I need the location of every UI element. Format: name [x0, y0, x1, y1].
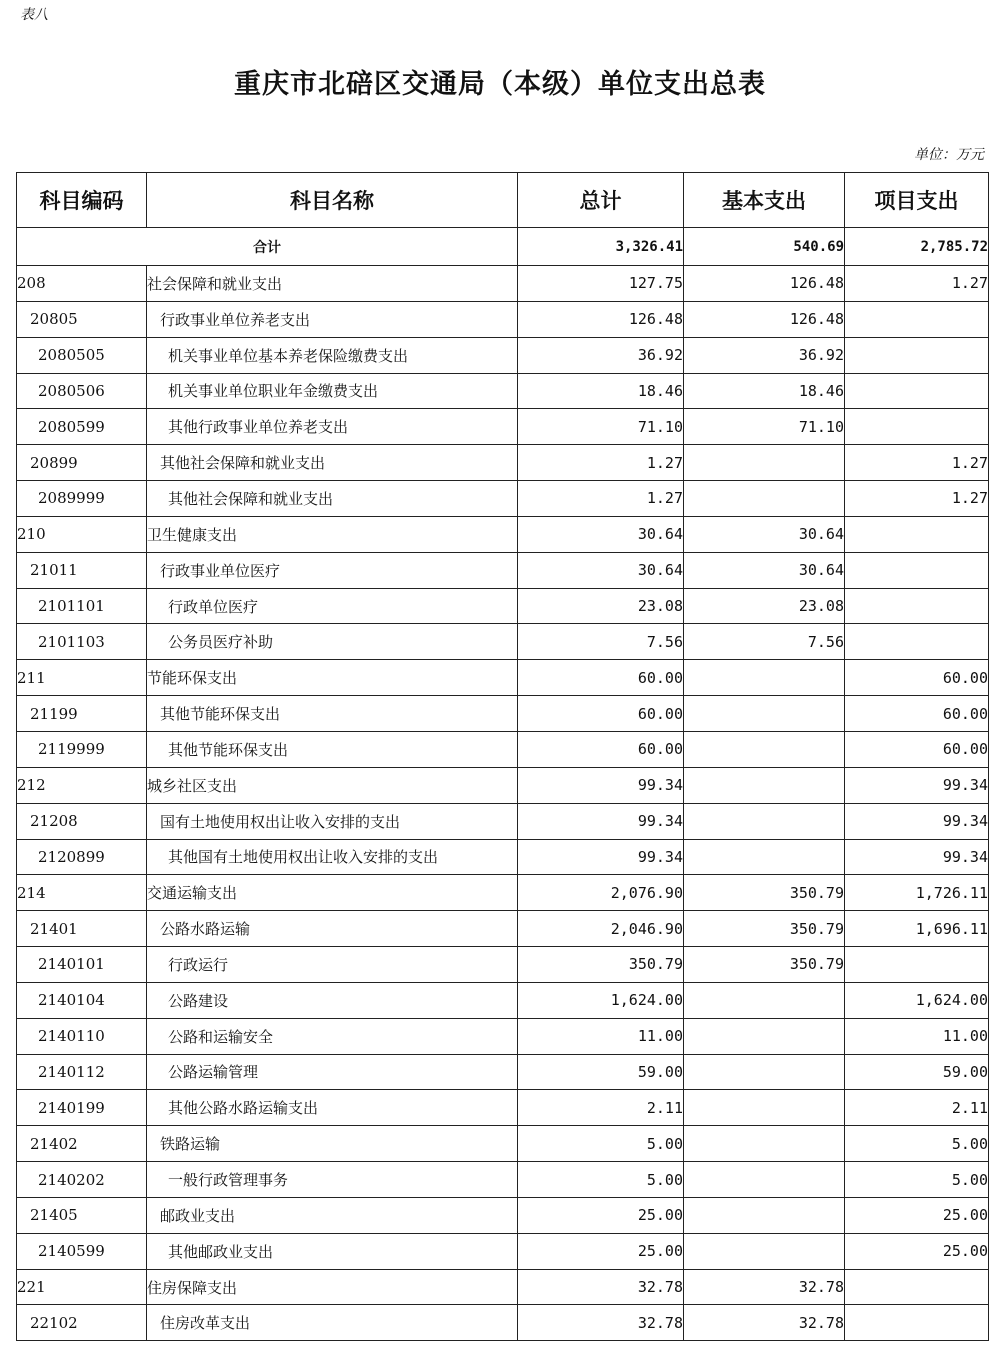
table-row — [17, 839, 989, 875]
total-label: 合计 — [17, 228, 518, 266]
project-cell — [845, 552, 989, 588]
name-cell: 其他节能环保支出 — [147, 731, 518, 767]
table-row — [17, 1269, 989, 1305]
basic-cell — [684, 696, 845, 732]
code-cell: 2089999 — [17, 481, 147, 517]
code-cell: 2140104 — [17, 982, 147, 1018]
code-cell: 2140112 — [17, 1054, 147, 1090]
code-cell: 2080599 — [17, 409, 147, 445]
basic-cell — [684, 1233, 845, 1269]
project-cell — [845, 409, 989, 445]
table-row — [17, 1162, 989, 1198]
project-cell: 60.00 — [845, 660, 989, 696]
basic-cell: 32.78 — [684, 1305, 845, 1341]
table-row — [17, 552, 989, 588]
project-cell: 99.34 — [845, 767, 989, 803]
table-row — [17, 696, 989, 732]
project-cell: 5.00 — [845, 1162, 989, 1198]
basic-cell: 71.10 — [684, 409, 845, 445]
project-cell — [845, 588, 989, 624]
table-row — [17, 803, 989, 839]
basic-cell — [684, 839, 845, 875]
table-row — [17, 516, 989, 552]
total-cell: 25.00 — [518, 1233, 684, 1269]
name-cell: 其他国有土地使用权出让收入安排的支出 — [147, 839, 518, 875]
basic-cell — [684, 731, 845, 767]
table-row — [17, 660, 989, 696]
project-cell: 2.11 — [845, 1090, 989, 1126]
total-cell: 36.92 — [518, 337, 684, 373]
basic-cell: 30.64 — [684, 516, 845, 552]
table-row — [17, 1090, 989, 1126]
name-cell: 节能环保支出 — [147, 660, 518, 696]
table-row — [17, 588, 989, 624]
table-row — [17, 947, 989, 983]
name-cell: 公路水路运输 — [147, 911, 518, 947]
total-cell: 99.34 — [518, 767, 684, 803]
project-cell: 1.27 — [845, 445, 989, 481]
total-cell: 1.27 — [518, 445, 684, 481]
code-cell: 21011 — [17, 552, 147, 588]
name-cell: 其他节能环保支出 — [147, 696, 518, 732]
code-cell: 21199 — [17, 696, 147, 732]
total-cell: 30.64 — [518, 516, 684, 552]
name-cell: 其他邮政业支出 — [147, 1233, 518, 1269]
table-row — [17, 373, 989, 409]
table-row — [17, 624, 989, 660]
project-cell: 1,624.00 — [845, 982, 989, 1018]
project-cell — [845, 373, 989, 409]
code-cell: 2101101 — [17, 588, 147, 624]
basic-cell — [684, 481, 845, 517]
code-cell: 21402 — [17, 1126, 147, 1162]
name-cell: 机关事业单位基本养老保险缴费支出 — [147, 337, 518, 373]
code-cell: 214 — [17, 875, 147, 911]
project-cell — [845, 1305, 989, 1341]
code-cell: 212 — [17, 767, 147, 803]
basic-cell — [684, 1126, 845, 1162]
header-code: 科目编码 — [17, 173, 147, 228]
header-basic: 基本支出 — [684, 173, 845, 228]
name-cell: 公路运输管理 — [147, 1054, 518, 1090]
project-cell — [845, 337, 989, 373]
name-cell: 行政单位医疗 — [147, 588, 518, 624]
basic-cell — [684, 660, 845, 696]
total-cell: 2,046.90 — [518, 911, 684, 947]
project-cell: 25.00 — [845, 1197, 989, 1233]
total-cell: 32.78 — [518, 1269, 684, 1305]
table-row — [17, 337, 989, 373]
code-cell: 21401 — [17, 911, 147, 947]
project-cell: 60.00 — [845, 731, 989, 767]
total-cell: 127.75 — [518, 266, 684, 302]
project-cell: 60.00 — [845, 696, 989, 732]
basic-cell: 7.56 — [684, 624, 845, 660]
table-row — [17, 481, 989, 517]
table-row — [17, 266, 989, 302]
header-project: 项目支出 — [845, 173, 989, 228]
name-cell: 行政事业单位养老支出 — [147, 301, 518, 337]
name-cell: 公路建设 — [147, 982, 518, 1018]
code-cell: 208 — [17, 266, 147, 302]
code-cell: 2120899 — [17, 839, 147, 875]
code-cell: 2119999 — [17, 731, 147, 767]
code-cell: 2101103 — [17, 624, 147, 660]
code-cell: 20805 — [17, 301, 147, 337]
name-cell: 城乡社区支出 — [147, 767, 518, 803]
total-cell: 60.00 — [518, 731, 684, 767]
name-cell: 住房改革支出 — [147, 1305, 518, 1341]
total-cell: 59.00 — [518, 1054, 684, 1090]
basic-cell: 30.64 — [684, 552, 845, 588]
total-cell: 1.27 — [518, 481, 684, 517]
code-cell: 210 — [17, 516, 147, 552]
code-cell: 2140110 — [17, 1018, 147, 1054]
header-total: 总计 — [518, 173, 684, 228]
basic-cell: 350.79 — [684, 911, 845, 947]
basic-cell — [684, 1054, 845, 1090]
basic-cell: 18.46 — [684, 373, 845, 409]
table-number-label: 表八 — [20, 7, 48, 23]
basic-cell — [684, 982, 845, 1018]
name-cell: 机关事业单位职业年金缴费支出 — [147, 373, 518, 409]
expenditure-table — [16, 172, 989, 1341]
code-cell: 2140202 — [17, 1162, 147, 1198]
basic-cell — [684, 445, 845, 481]
project-cell: 99.34 — [845, 839, 989, 875]
name-cell: 住房保障支出 — [147, 1269, 518, 1305]
total-cell: 32.78 — [518, 1305, 684, 1341]
project-cell: 25.00 — [845, 1233, 989, 1269]
total-cell: 23.08 — [518, 588, 684, 624]
table-row — [17, 445, 989, 481]
table-row — [17, 982, 989, 1018]
code-cell: 221 — [17, 1269, 147, 1305]
basic-cell: 350.79 — [684, 875, 845, 911]
code-cell: 21208 — [17, 803, 147, 839]
total-cell: 350.79 — [518, 947, 684, 983]
total-row — [17, 228, 989, 266]
name-cell: 其他行政事业单位养老支出 — [147, 409, 518, 445]
project-cell: 99.34 — [845, 803, 989, 839]
code-cell: 2140101 — [17, 947, 147, 983]
total-cell: 71.10 — [518, 409, 684, 445]
name-cell: 一般行政管理事务 — [147, 1162, 518, 1198]
table-row — [17, 767, 989, 803]
total-cell: 2,076.90 — [518, 875, 684, 911]
name-cell: 行政事业单位医疗 — [147, 552, 518, 588]
table-row — [17, 1233, 989, 1269]
total-cell: 60.00 — [518, 660, 684, 696]
basic-cell — [684, 1197, 845, 1233]
basic-cell: 126.48 — [684, 266, 845, 302]
name-cell: 行政运行 — [147, 947, 518, 983]
name-cell: 其他社会保障和就业支出 — [147, 481, 518, 517]
project-cell: 11.00 — [845, 1018, 989, 1054]
project-cell — [845, 516, 989, 552]
name-cell: 公路和运输安全 — [147, 1018, 518, 1054]
basic-cell: 126.48 — [684, 301, 845, 337]
basic-cell — [684, 1090, 845, 1126]
total-basic: 540.69 — [684, 228, 845, 266]
basic-cell: 350.79 — [684, 947, 845, 983]
total-cell: 99.34 — [518, 839, 684, 875]
project-cell — [845, 301, 989, 337]
table-row — [17, 1197, 989, 1233]
name-cell: 公务员医疗补助 — [147, 624, 518, 660]
basic-cell: 32.78 — [684, 1269, 845, 1305]
total-cell: 30.64 — [518, 552, 684, 588]
table-row — [17, 875, 989, 911]
project-cell — [845, 947, 989, 983]
name-cell: 社会保障和就业支出 — [147, 266, 518, 302]
project-cell: 1,726.11 — [845, 875, 989, 911]
name-cell: 交通运输支出 — [147, 875, 518, 911]
total-cell: 25.00 — [518, 1197, 684, 1233]
name-cell: 铁路运输 — [147, 1126, 518, 1162]
name-cell: 邮政业支出 — [147, 1197, 518, 1233]
table-row — [17, 409, 989, 445]
project-cell: 5.00 — [845, 1126, 989, 1162]
table-row — [17, 301, 989, 337]
total-cell: 5.00 — [518, 1162, 684, 1198]
total-sum: 3,326.41 — [518, 228, 684, 266]
basic-cell — [684, 1018, 845, 1054]
table-row — [17, 911, 989, 947]
name-cell: 其他公路水路运输支出 — [147, 1090, 518, 1126]
table-row — [17, 731, 989, 767]
project-cell: 1.27 — [845, 481, 989, 517]
code-cell: 2080505 — [17, 337, 147, 373]
table-row — [17, 1018, 989, 1054]
header-row — [17, 173, 989, 228]
project-cell: 1.27 — [845, 266, 989, 302]
header-name: 科目名称 — [147, 173, 518, 228]
total-cell: 11.00 — [518, 1018, 684, 1054]
basic-cell: 23.08 — [684, 588, 845, 624]
code-cell: 2080506 — [17, 373, 147, 409]
total-project: 2,785.72 — [845, 228, 989, 266]
page-title: 重庆市北碚区交通局（本级）单位支出总表 — [234, 69, 766, 100]
unit-label: 单位：万元 — [914, 147, 984, 163]
total-cell: 60.00 — [518, 696, 684, 732]
total-cell: 5.00 — [518, 1126, 684, 1162]
basic-cell — [684, 803, 845, 839]
total-cell: 99.34 — [518, 803, 684, 839]
table-row — [17, 1305, 989, 1341]
code-cell: 22102 — [17, 1305, 147, 1341]
code-cell: 211 — [17, 660, 147, 696]
project-cell: 1,696.11 — [845, 911, 989, 947]
total-cell: 126.48 — [518, 301, 684, 337]
total-cell: 7.56 — [518, 624, 684, 660]
table-row — [17, 1054, 989, 1090]
code-cell: 21405 — [17, 1197, 147, 1233]
code-cell: 2140599 — [17, 1233, 147, 1269]
project-cell: 59.00 — [845, 1054, 989, 1090]
code-cell: 20899 — [17, 445, 147, 481]
name-cell: 其他社会保障和就业支出 — [147, 445, 518, 481]
table-row — [17, 1126, 989, 1162]
total-cell: 1,624.00 — [518, 982, 684, 1018]
code-cell: 2140199 — [17, 1090, 147, 1126]
total-cell: 2.11 — [518, 1090, 684, 1126]
project-cell — [845, 624, 989, 660]
table-body — [17, 228, 989, 1341]
total-cell: 18.46 — [518, 373, 684, 409]
basic-cell — [684, 1162, 845, 1198]
project-cell — [845, 1269, 989, 1305]
name-cell: 国有土地使用权出让收入安排的支出 — [147, 803, 518, 839]
name-cell: 卫生健康支出 — [147, 516, 518, 552]
basic-cell: 36.92 — [684, 337, 845, 373]
basic-cell — [684, 767, 845, 803]
